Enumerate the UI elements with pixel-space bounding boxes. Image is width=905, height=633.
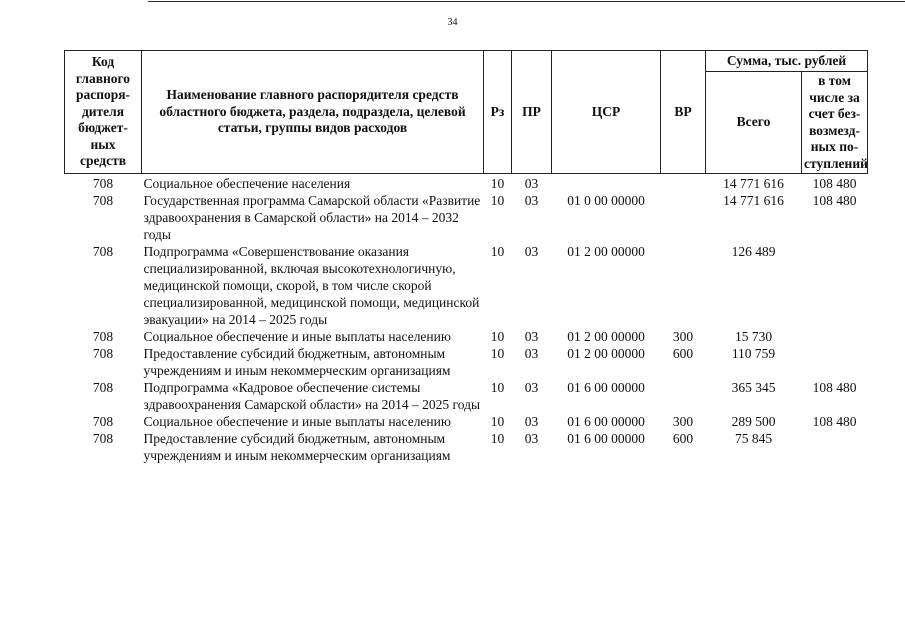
cell-code: 708	[92, 193, 114, 208]
cell-name: Подпрограмма «Совершенствование оказания специализированной, включая высокотехнологичную, медицинской помощи, скорой, в том числе скорой специализированной, медицинской помощи, медицинской эвакуации» на 2014 – 2025 годы	[143, 244, 480, 327]
header-sum: Сумма, тыс. рублей	[706, 51, 868, 72]
cell-code: 708	[92, 329, 114, 344]
cell-pr: 03	[524, 193, 539, 208]
cell-free	[802, 328, 868, 345]
cell-rz: 10	[490, 346, 505, 361]
header-name: Наименование главного распорядителя средств областного бюджета, раздела, подраздела, целевой статьи, группы видов расходов	[142, 51, 484, 174]
cell-csr: 01 2 00 00000	[567, 329, 645, 344]
cell-name: Предоставление субсидий бюджетным, автономным учреждениям и иным некоммерческим организациям	[143, 431, 451, 463]
cell-pr: 03	[524, 244, 539, 259]
cell-vr	[661, 192, 706, 243]
cell-pr: 03	[524, 414, 539, 429]
cell-pr: 03	[524, 431, 539, 446]
cell-csr	[552, 174, 661, 193]
header-total: Всего	[706, 72, 802, 174]
table-body	[65, 174, 868, 465]
cell-pr: 03	[524, 380, 539, 395]
cell-free	[802, 430, 868, 464]
cell-name: Предоставление субсидий бюджетным, автономным учреждениям и иным некоммерческим организациям	[143, 346, 451, 378]
cell-total: 126 489	[731, 244, 776, 259]
cell-rz: 10	[490, 414, 505, 429]
table-row	[65, 345, 868, 379]
cell-vr: 600	[672, 431, 694, 446]
table-row	[65, 413, 868, 430]
cell-rz: 10	[490, 329, 505, 344]
cell-name: Социальное обеспечение населения	[143, 176, 351, 191]
page-number: 34	[447, 17, 458, 28]
header-rz: Рз	[484, 51, 512, 174]
cell-vr: 600	[672, 346, 694, 361]
cell-vr	[661, 174, 706, 193]
cell-name: Государственная программа Самарской области «Развитие здравоохранения в Самарской области» на 2014 – 2032 годы	[143, 193, 481, 242]
cell-free: 108 480	[812, 176, 857, 191]
header-free: в том числе за счет без-возмезд-ных по-ступлений	[802, 72, 868, 174]
cell-code: 708	[92, 380, 114, 395]
table-row	[65, 243, 868, 328]
table-row	[65, 174, 868, 193]
table-row	[65, 430, 868, 464]
cell-name: Социальное обеспечение и иные выплаты населению	[143, 329, 451, 344]
cell-name: Социальное обеспечение и иные выплаты населению	[143, 414, 451, 429]
cell-vr	[661, 379, 706, 413]
cell-code: 708	[92, 414, 114, 429]
scan-edge-line	[148, 1, 905, 2]
cell-csr: 01 2 00 00000	[567, 244, 645, 259]
cell-pr: 03	[524, 329, 539, 344]
cell-csr: 01 0 00 00000	[567, 193, 645, 208]
budget-table	[64, 50, 868, 464]
table-header	[65, 51, 868, 174]
cell-code: 708	[92, 346, 114, 361]
cell-rz: 10	[490, 431, 505, 446]
cell-name: Подпрограмма «Кадровое обеспечение системы здравоохранения Самарской области» на 2014 – 2025 годы	[143, 380, 481, 412]
cell-total: 14 771 616	[723, 193, 784, 208]
header-csr: ЦСР	[552, 51, 661, 174]
cell-total: 14 771 616	[723, 176, 784, 191]
cell-vr	[661, 243, 706, 328]
cell-free	[802, 243, 868, 328]
cell-code: 708	[92, 176, 114, 191]
cell-free: 108 480	[812, 414, 857, 429]
cell-vr: 300	[672, 414, 694, 429]
cell-code: 708	[92, 244, 114, 259]
cell-pr: 03	[524, 176, 539, 191]
header-vr: ВР	[661, 51, 706, 174]
cell-total: 289 500	[731, 414, 776, 429]
cell-rz: 10	[490, 380, 505, 395]
cell-free: 108 480	[812, 380, 857, 395]
table-row	[65, 328, 868, 345]
header-code: Код главного распоря-дителя бюджет-ных средств	[65, 51, 142, 174]
header-pr: ПР	[512, 51, 552, 174]
cell-code: 708	[92, 431, 114, 446]
cell-csr: 01 2 00 00000	[567, 346, 645, 361]
table-row	[65, 192, 868, 243]
cell-rz: 10	[490, 244, 505, 259]
table-row	[65, 379, 868, 413]
cell-total: 15 730	[734, 329, 773, 344]
cell-free: 108 480	[812, 193, 857, 208]
cell-rz: 10	[490, 193, 505, 208]
cell-csr: 01 6 00 00000	[567, 414, 645, 429]
cell-vr: 300	[672, 329, 694, 344]
cell-rz: 10	[490, 176, 505, 191]
cell-pr: 03	[524, 346, 539, 361]
cell-free	[802, 345, 868, 379]
cell-total: 110 759	[731, 346, 776, 361]
cell-total: 365 345	[731, 380, 776, 395]
cell-csr: 01 6 00 00000	[567, 431, 645, 446]
cell-total: 75 845	[734, 431, 773, 446]
cell-csr: 01 6 00 00000	[567, 380, 645, 395]
